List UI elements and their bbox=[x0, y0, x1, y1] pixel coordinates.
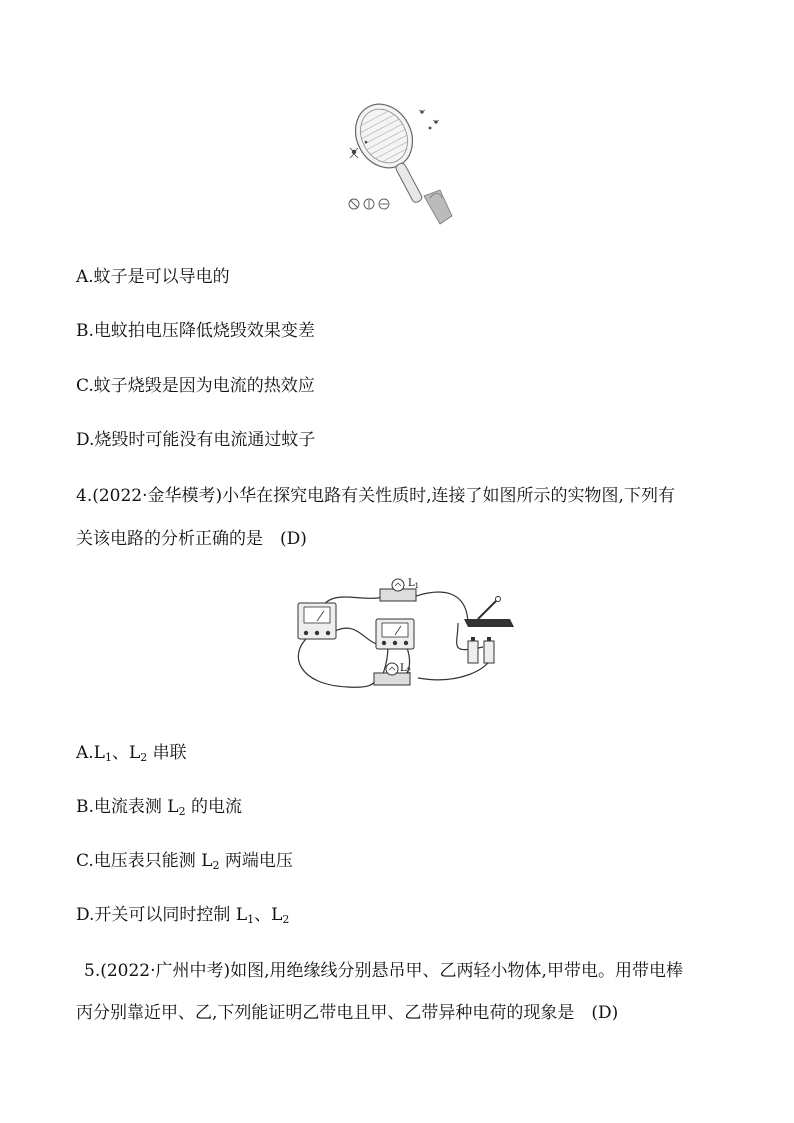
label-l1: $L_1$ bbox=[408, 578, 420, 590]
q4-stem-line1: 4.(2022·金华模考)小华在探究电路有关性质时,连接了如图所示的实物图,下列有 bbox=[76, 486, 675, 506]
switch-icon bbox=[464, 597, 514, 628]
q4-stem-line2: 关该电路的分析正确的是 (D) bbox=[76, 529, 307, 549]
q5-stem-line1: 5.(2022·广州中考)如图,用绝缘线分别悬吊甲、乙两轻小物体,甲带电。用带电棒 bbox=[84, 961, 683, 981]
q4-option-b: B.电流表测 $L_2$ 的电流 bbox=[76, 797, 242, 818]
q4-option-d: D.开关可以同时控制 $L_1$、$L_2$ bbox=[76, 905, 290, 926]
q3-option-a: A.蚊子是可以导电的 bbox=[76, 267, 230, 287]
ammeter-icon bbox=[376, 619, 414, 649]
circuit-figure bbox=[288, 575, 524, 700]
label-l2: $L_2$ bbox=[400, 663, 412, 675]
mosquito-swatter-figure bbox=[336, 100, 466, 226]
q5-stem-line2: 丙分别靠近甲、乙,下列能证明乙带电且甲、乙带异种电荷的现象是 (D) bbox=[76, 1003, 619, 1023]
q4-option-a: $A.L_1$、$L_2$ 串联 bbox=[76, 743, 187, 764]
voltmeter-icon bbox=[298, 603, 336, 639]
q3-option-b: B.电蚊拍电压降低烧毁效果变差 bbox=[76, 321, 315, 341]
q3-option-d: D.烧毁时可能没有电流通过蚊子 bbox=[76, 430, 316, 450]
q4-option-c: C.电压表只能测 $L_2$ 两端电压 bbox=[76, 851, 293, 872]
q3-option-c: C.蚊子烧毁是因为电流的热效应 bbox=[76, 376, 315, 396]
battery-icon bbox=[468, 637, 494, 663]
